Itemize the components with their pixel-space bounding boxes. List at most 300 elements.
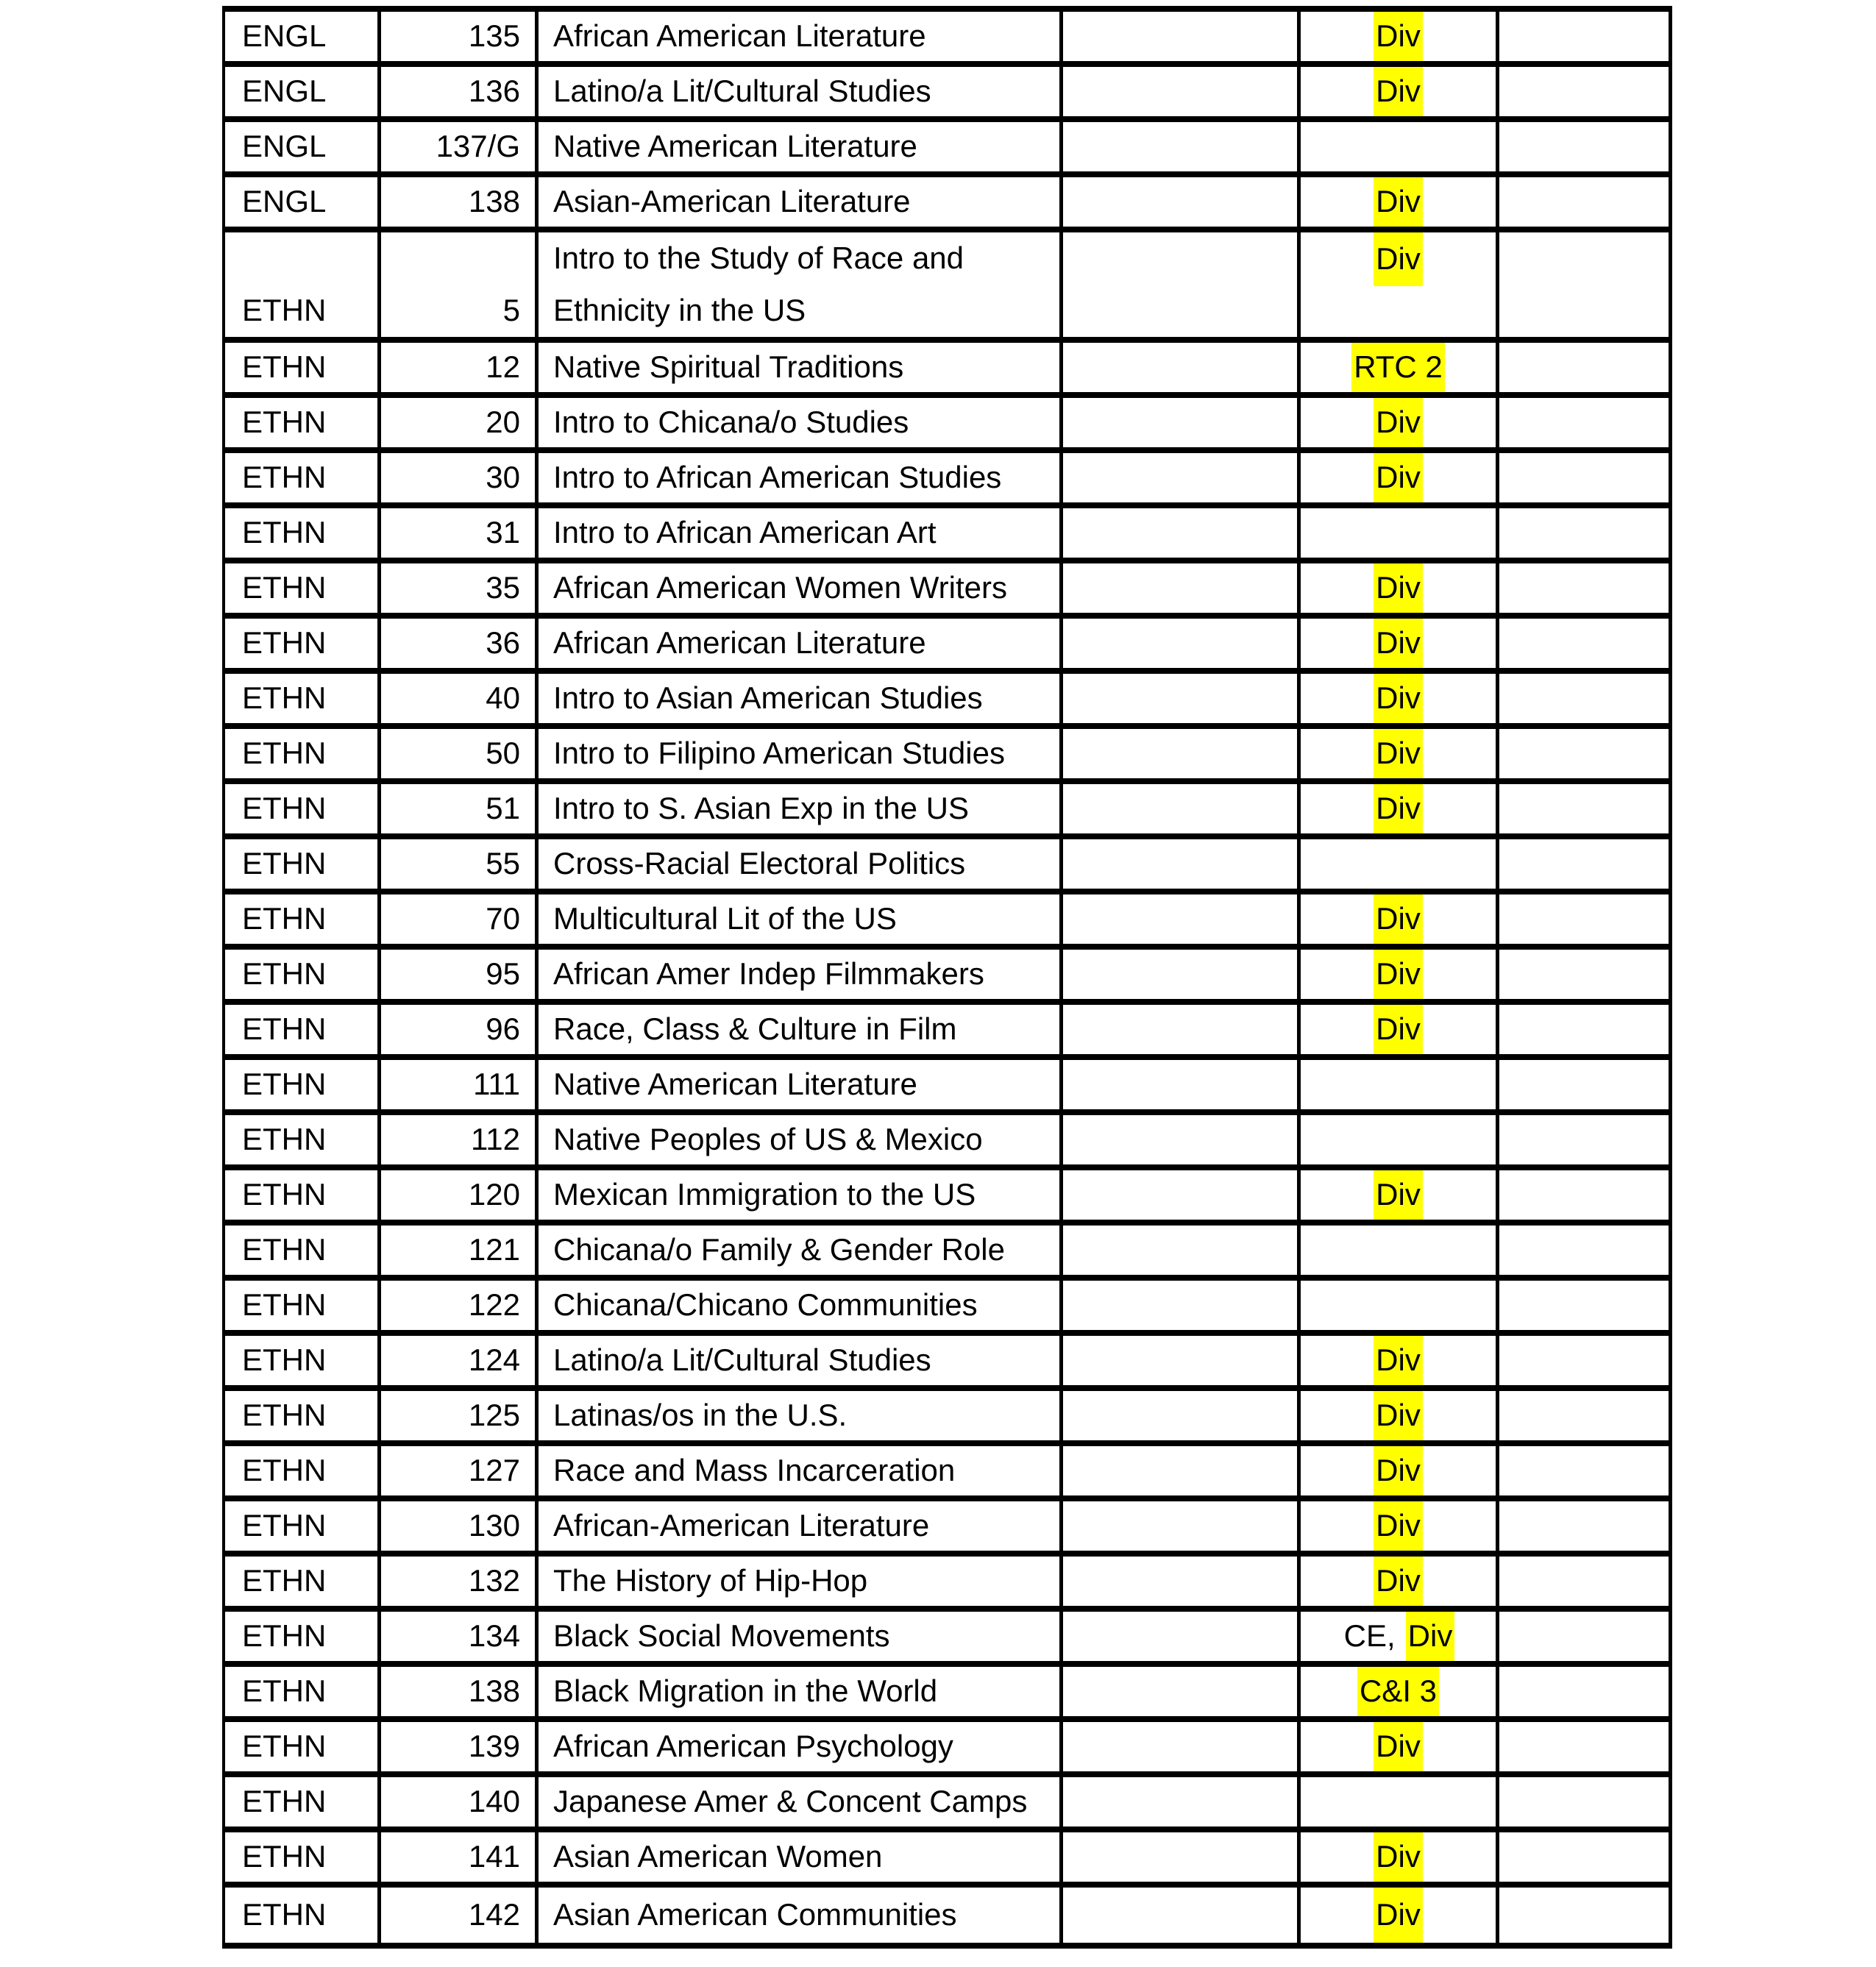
course-title-label: Native Peoples of US & Mexico (553, 1122, 983, 1157)
course-number-cell (381, 1888, 539, 1943)
course-title-cell (539, 1888, 1063, 1943)
course-number-label: 36 (486, 625, 520, 661)
course-title-cell (539, 232, 1063, 337)
course-number-cell (381, 1391, 539, 1440)
designation-cell (1301, 1060, 1499, 1109)
empty-cell-2 (1499, 1446, 1669, 1495)
course-title-cell (539, 563, 1063, 613)
designation-cell (1301, 1832, 1499, 1882)
course-number-cell (381, 729, 539, 778)
course-number-cell (381, 1115, 539, 1164)
empty-cell-2 (1499, 1226, 1669, 1275)
dept-cell (225, 1060, 381, 1109)
table-row (225, 177, 1669, 232)
designation-cell (1301, 232, 1499, 337)
dept-label: ETHN (242, 1398, 327, 1433)
course-number-label: 125 (468, 1398, 520, 1433)
dept-cell (225, 453, 381, 502)
empty-cell-1 (1063, 1170, 1301, 1220)
empty-cell-1 (1063, 1005, 1301, 1054)
course-number-label: 141 (468, 1839, 520, 1874)
course-title-cell (539, 343, 1063, 392)
dept-cell (225, 1832, 381, 1882)
dept-label: ETHN (242, 1342, 327, 1378)
dept-cell (225, 1722, 381, 1771)
course-number-label: 122 (468, 1287, 520, 1323)
dept-label: ENGL (242, 184, 327, 219)
dept-cell (225, 343, 381, 392)
empty-cell-2 (1499, 398, 1669, 447)
course-number-label: 134 (468, 1618, 520, 1654)
designation-cell (1301, 729, 1499, 778)
dept-cell (225, 950, 381, 999)
dept-label: ETHN (242, 956, 327, 992)
empty-cell-2 (1499, 12, 1669, 61)
table-row (225, 1501, 1669, 1557)
course-title-label: Asian American Women (553, 1839, 883, 1874)
dept-cell (225, 232, 381, 337)
dept-label: ETHN (242, 292, 327, 327)
course-title-label: The History of Hip-Hop (553, 1563, 868, 1598)
course-number-cell (381, 1667, 539, 1716)
table-row (225, 1667, 1669, 1722)
dept-label: ETHN (242, 1122, 327, 1157)
course-title-label: Multicultural Lit of the US (553, 901, 897, 936)
course-title-cell (539, 1226, 1063, 1275)
empty-cell-1 (1063, 343, 1301, 392)
course-title-cell (539, 67, 1063, 116)
course-title-cell (539, 894, 1063, 944)
empty-cell-1 (1063, 839, 1301, 889)
dept-label: ETHN (242, 1011, 327, 1047)
dept-label: ETHN (242, 1067, 327, 1102)
empty-cell-1 (1063, 1722, 1301, 1771)
table-row (225, 950, 1669, 1005)
course-number-label: 96 (486, 1011, 520, 1047)
dept-label: ETHN (242, 1287, 327, 1323)
table-row (225, 343, 1669, 398)
course-title-cell (539, 950, 1063, 999)
course-number-cell (381, 232, 539, 337)
course-title-cell (539, 12, 1063, 61)
designation-highlight: Div (1374, 674, 1423, 723)
course-title-cell (539, 1446, 1063, 1495)
course-title-line (539, 232, 1059, 285)
designation-cell (1301, 674, 1499, 723)
designation-cell (1301, 1722, 1499, 1771)
empty-cell-1 (1063, 1612, 1301, 1661)
empty-cell-2 (1499, 1777, 1669, 1826)
course-title-cell (539, 1115, 1063, 1164)
designation-highlight: Div (1374, 784, 1423, 833)
empty-cell-1 (1063, 1501, 1301, 1551)
dept-cell (225, 839, 381, 889)
empty-cell-2 (1499, 784, 1669, 833)
empty-cell-2 (1499, 67, 1669, 116)
empty-cell-2 (1499, 1115, 1669, 1164)
course-number-cell (381, 177, 539, 227)
dept-cell (225, 1888, 381, 1943)
table-row (225, 729, 1669, 784)
course-title-label: African Amer Indep Filmmakers (553, 956, 984, 992)
dept-cell (225, 619, 381, 668)
dept-label: ETHN (242, 1673, 327, 1709)
course-title-cell (539, 1005, 1063, 1054)
course-number-cell (381, 1557, 539, 1606)
course-number-label: 55 (486, 846, 520, 881)
course-number-label: 130 (468, 1508, 520, 1543)
table-row (225, 1281, 1669, 1336)
dept-label: ETHN (242, 405, 327, 440)
dept-label: ETHN (242, 1453, 327, 1488)
course-title-label: Latinas/os in the U.S. (553, 1398, 848, 1433)
course-title-label: Latino/a Lit/Cultural Studies (553, 1342, 931, 1378)
empty-cell-2 (1499, 232, 1669, 337)
empty-cell-1 (1063, 784, 1301, 833)
empty-cell-1 (1063, 894, 1301, 944)
course-title-cell (539, 729, 1063, 778)
course-title-line (539, 285, 1059, 337)
designation-text: CE, (1343, 1618, 1396, 1654)
dept-cell (225, 398, 381, 447)
empty-cell-2 (1499, 122, 1669, 171)
table-row (225, 67, 1669, 122)
empty-cell-1 (1063, 1446, 1301, 1495)
course-title-label: Intro to the Study of Race and (553, 241, 964, 276)
course-title-label: Race and Mass Incarceration (553, 1453, 956, 1488)
table-row (225, 12, 1669, 67)
empty-cell-1 (1063, 1667, 1301, 1716)
course-title-cell (539, 177, 1063, 227)
course-title-label: Native American Literature (553, 129, 917, 164)
table-row (225, 1005, 1669, 1060)
course-number-label: 120 (468, 1177, 520, 1212)
table-row (225, 398, 1669, 453)
course-title-cell (539, 398, 1063, 447)
course-number-cell (381, 1722, 539, 1771)
table-row (225, 1612, 1669, 1667)
empty-cell-1 (1063, 508, 1301, 558)
empty-cell-2 (1499, 1060, 1669, 1109)
designation-cell (1301, 122, 1499, 171)
empty-cell-1 (1063, 619, 1301, 668)
course-title-cell (539, 1391, 1063, 1440)
table-row (225, 1170, 1669, 1226)
course-number-label: 50 (486, 736, 520, 771)
dept-cell (225, 122, 381, 171)
dept-label: ENGL (242, 18, 327, 54)
designation-cell (1301, 12, 1499, 61)
dept-cell (225, 1336, 381, 1385)
table-row (225, 1336, 1669, 1391)
designation-highlight: Div (1374, 1557, 1423, 1606)
designation-cell (1301, 1667, 1499, 1716)
designation-cell (1301, 177, 1499, 227)
designation-cell (1301, 343, 1499, 392)
course-title-label: Latino/a Lit/Cultural Studies (553, 74, 931, 109)
course-number-cell (381, 784, 539, 833)
empty-cell-2 (1499, 1391, 1669, 1440)
designation-highlight: Div (1374, 619, 1423, 668)
empty-cell-1 (1063, 1557, 1301, 1606)
dept-label: ETHN (242, 1839, 327, 1874)
course-title-label: Black Social Movements (553, 1618, 890, 1654)
designation-highlight: Div (1374, 67, 1423, 116)
empty-cell-2 (1499, 508, 1669, 558)
dept-cell (225, 1612, 381, 1661)
course-table (222, 6, 1672, 1949)
course-number-cell (381, 1501, 539, 1551)
table-row (225, 1226, 1669, 1281)
course-title-cell (539, 674, 1063, 723)
table-row (225, 1888, 1669, 1943)
designation-highlight: Div (1374, 894, 1423, 944)
table-row (225, 1115, 1669, 1170)
empty-cell-1 (1063, 1888, 1301, 1943)
course-number-label: 20 (486, 405, 520, 440)
course-number-label: 35 (486, 570, 520, 605)
course-title-label: Japanese Amer & Concent Camps (553, 1784, 1028, 1819)
designation-cell (1301, 1446, 1499, 1495)
table-row (225, 1446, 1669, 1501)
designation-highlight: Div (1374, 1391, 1423, 1440)
designation-cell (1301, 1612, 1499, 1661)
course-number-cell (381, 1336, 539, 1385)
dept-label: ETHN (242, 680, 327, 716)
empty-cell-2 (1499, 1888, 1669, 1943)
designation-highlight: Div (1374, 1336, 1423, 1385)
empty-cell-2 (1499, 1722, 1669, 1771)
course-number-cell (381, 67, 539, 116)
empty-cell-2 (1499, 1281, 1669, 1330)
course-number-label: 111 (473, 1067, 520, 1102)
course-number-label: 138 (468, 184, 520, 219)
table-row (225, 232, 1669, 343)
designation-highlight: Div (1374, 1722, 1423, 1771)
empty-cell-2 (1499, 1667, 1669, 1716)
course-number-cell (381, 398, 539, 447)
empty-cell-2 (1499, 343, 1669, 392)
designation-cell (1301, 453, 1499, 502)
empty-cell-2 (1499, 1170, 1669, 1220)
course-number-label: 5 (502, 292, 520, 327)
dept-cell (225, 563, 381, 613)
designation-cell (1301, 508, 1499, 558)
course-number-cell (381, 1005, 539, 1054)
dept-cell (225, 1391, 381, 1440)
course-number-label: 30 (486, 460, 520, 495)
course-number-cell (381, 1832, 539, 1882)
empty-cell-2 (1499, 177, 1669, 227)
course-title-label: Intro to S. Asian Exp in the US (553, 791, 969, 826)
course-title-label: African American Literature (553, 625, 926, 661)
empty-cell-1 (1063, 674, 1301, 723)
dept-label: ETHN (242, 570, 327, 605)
table-row (225, 1832, 1669, 1888)
empty-cell-1 (1063, 1115, 1301, 1164)
course-number-cell (381, 950, 539, 999)
course-number-cell (381, 563, 539, 613)
course-number-label: 51 (486, 791, 520, 826)
dept-cell (225, 894, 381, 944)
dept-label: ENGL (242, 129, 327, 164)
empty-cell-1 (1063, 563, 1301, 613)
designation-highlight: Div (1374, 1005, 1423, 1054)
course-title-cell (539, 1170, 1063, 1220)
course-title-label: Intro to Asian American Studies (553, 680, 983, 716)
course-title-label: Intro to Chicana/o Studies (553, 405, 909, 440)
table-row (225, 619, 1669, 674)
course-number-label: 137/G (436, 129, 520, 164)
course-number-cell (381, 674, 539, 723)
course-number-cell (381, 453, 539, 502)
designation-highlight: Div (1374, 729, 1423, 778)
designation-highlight: Div (1374, 232, 1423, 286)
dept-cell (225, 1226, 381, 1275)
designation-highlight: RTC 2 (1351, 343, 1445, 392)
course-title-label: Asian-American Literature (553, 184, 911, 219)
course-title-label: Native Spiritual Traditions (553, 349, 904, 385)
dept-label: ETHN (242, 901, 327, 936)
empty-cell-2 (1499, 1612, 1669, 1661)
designation-cell (1301, 839, 1499, 889)
designation-cell (1301, 1336, 1499, 1385)
empty-cell-2 (1499, 1832, 1669, 1882)
designation-cell (1301, 1557, 1499, 1606)
designation-highlight: Div (1374, 1501, 1423, 1551)
course-number-label: 12 (486, 349, 520, 385)
table-row (225, 1777, 1669, 1832)
course-title-cell (539, 1336, 1063, 1385)
course-title-label: Cross-Racial Electoral Politics (553, 846, 966, 881)
course-title-label: Chicana/Chicano Communities (553, 1287, 978, 1323)
dept-label: ETHN (242, 791, 327, 826)
dept-label: ETHN (242, 1897, 327, 1932)
empty-cell-2 (1499, 1005, 1669, 1054)
designation-cell (1301, 1226, 1499, 1275)
table-row (225, 1060, 1669, 1115)
course-number-label: 31 (486, 515, 520, 550)
dept-cell (225, 1446, 381, 1495)
dept-label: ETHN (242, 349, 327, 385)
designation-cell (1301, 1777, 1499, 1826)
course-title-cell (539, 1777, 1063, 1826)
course-number-cell (381, 619, 539, 668)
course-title-cell (539, 1722, 1063, 1771)
designation-highlight: Div (1374, 177, 1423, 227)
course-number-cell (381, 1777, 539, 1826)
course-number-label: 112 (471, 1122, 520, 1157)
course-number-label: 132 (468, 1563, 520, 1598)
dept-cell (225, 1281, 381, 1330)
empty-cell-2 (1499, 674, 1669, 723)
designation-highlight: Div (1406, 1612, 1455, 1661)
table-row (225, 1722, 1669, 1777)
dept-label: ETHN (242, 1508, 327, 1543)
empty-cell-1 (1063, 1281, 1301, 1330)
dept-label: ETHN (242, 460, 327, 495)
designation-cell (1301, 1170, 1499, 1220)
dept-cell (225, 1557, 381, 1606)
empty-cell-1 (1063, 729, 1301, 778)
designation-cell (1301, 619, 1499, 668)
designation-cell (1301, 1391, 1499, 1440)
course-number-cell (381, 1612, 539, 1661)
designation-highlight: Div (1374, 1888, 1423, 1943)
course-number-cell (381, 122, 539, 171)
designation-cell (1301, 950, 1499, 999)
course-number-cell (381, 343, 539, 392)
designation-highlight: C&I 3 (1357, 1667, 1439, 1716)
empty-cell-2 (1499, 619, 1669, 668)
course-title-label: Native American Literature (553, 1067, 917, 1102)
table-row (225, 674, 1669, 729)
empty-cell-1 (1063, 950, 1301, 999)
dept-cell (225, 1777, 381, 1826)
dept-label: ETHN (242, 846, 327, 881)
designation-highlight: Div (1374, 1170, 1423, 1220)
empty-cell-1 (1063, 1391, 1301, 1440)
dept-cell (225, 674, 381, 723)
empty-cell-1 (1063, 122, 1301, 171)
designation-cell (1301, 563, 1499, 613)
dept-label: ETHN (242, 625, 327, 661)
course-title-cell (539, 1557, 1063, 1606)
course-title-cell (539, 784, 1063, 833)
course-number-label: 121 (468, 1232, 520, 1267)
course-title-label: African American Psychology (553, 1729, 953, 1764)
course-title-label: African American Women Writers (553, 570, 1007, 605)
empty-cell-1 (1063, 67, 1301, 116)
course-title-label: African-American Literature (553, 1508, 930, 1543)
course-title-cell (539, 508, 1063, 558)
course-title-cell (539, 1612, 1063, 1661)
course-title-label: Intro to African American Studies (553, 460, 1002, 495)
course-number-label: 136 (468, 74, 520, 109)
table-row (225, 839, 1669, 894)
course-title-cell (539, 839, 1063, 889)
course-number-label: 142 (468, 1897, 520, 1932)
course-title-cell (539, 1060, 1063, 1109)
course-title-label: Intro to African American Art (553, 515, 937, 550)
course-title-label: Asian American Communities (553, 1897, 957, 1932)
course-number-cell (381, 508, 539, 558)
course-number-label: 135 (468, 18, 520, 54)
dept-label: ETHN (242, 1232, 327, 1267)
course-number-label: 127 (468, 1453, 520, 1488)
designation-highlight: Div (1374, 12, 1423, 61)
course-title-cell (539, 1832, 1063, 1882)
empty-cell-1 (1063, 1226, 1301, 1275)
empty-cell-1 (1063, 1336, 1301, 1385)
course-number-cell (381, 1226, 539, 1275)
dept-cell (225, 1170, 381, 1220)
course-title-label: Ethnicity in the US (553, 293, 806, 328)
empty-cell-2 (1499, 1557, 1669, 1606)
dept-label: ETHN (242, 736, 327, 771)
dept-label: ENGL (242, 74, 327, 109)
empty-cell-2 (1499, 1501, 1669, 1551)
course-number-cell (381, 894, 539, 944)
empty-cell-1 (1063, 398, 1301, 447)
designation-cell (1301, 1005, 1499, 1054)
course-title-label: Chicana/o Family & Gender Role (553, 1232, 1005, 1267)
dept-cell (225, 177, 381, 227)
empty-cell-1 (1063, 1832, 1301, 1882)
course-number-label: 139 (468, 1729, 520, 1764)
empty-cell-2 (1499, 950, 1669, 999)
course-title-label: Mexican Immigration to the US (553, 1177, 976, 1212)
